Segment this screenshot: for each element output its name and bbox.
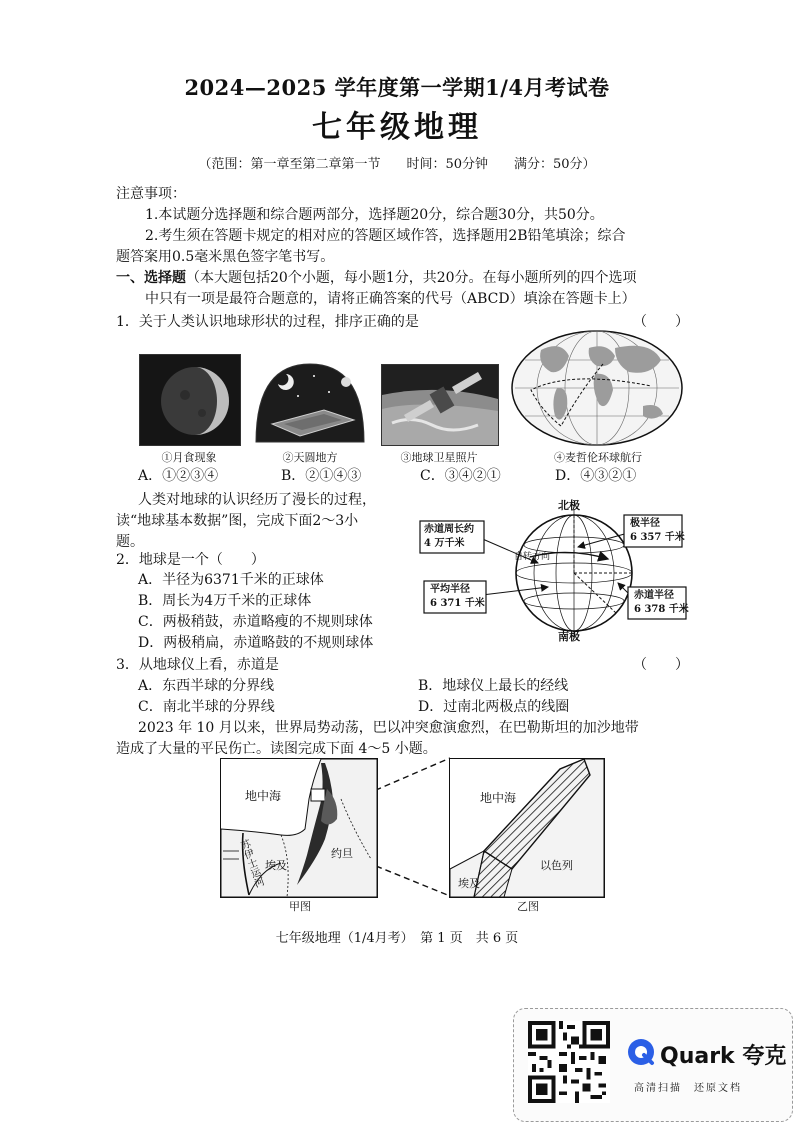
qr-code-graphic [528, 1021, 610, 1103]
q1-caption-4: ④麦哲伦环球航行 [554, 451, 642, 464]
q3-option-c: C．南北半球的分界线 [138, 699, 275, 715]
section-desc-1: （本大题包括20个小题，每小题1分，共20分。在每小题所列的四个选项 [186, 270, 637, 286]
map-a-egypt-label: 埃及 [265, 859, 287, 872]
q2-option-b: B．周长为4万千米的正球体 [138, 593, 312, 609]
q3-option-a: A．东西半球的分界线 [138, 678, 275, 694]
page-footer: 七年级地理（1/4月考） 第 1 页 共 6 页 [275, 931, 519, 946]
q1-option-b: B．②①④③ [281, 468, 362, 484]
q1-option-a: A．①②③④ [138, 468, 219, 484]
q2-option-c: C．两极稍鼓，赤道略瘦的不规则球体 [138, 614, 373, 630]
globe-equatorial-radius-line1: 赤道半径 [634, 590, 674, 601]
globe-equatorial-radius-line2: 6 378 千米 [634, 604, 689, 615]
map-b-egypt-label: 埃及 [458, 877, 480, 890]
exam-meta: （范围：第一章至第二章第一节 时间：50分钟 满分：50分） [198, 157, 596, 172]
globe-mean-radius-line2: 6 371 千米 [430, 598, 485, 609]
q1-option-d: D．④③②① [555, 468, 637, 484]
map-b-caption: 乙图 [517, 900, 539, 913]
q3-option-d: D．过南北两极点的线圈 [418, 699, 570, 715]
map-a-caption: 甲图 [289, 900, 311, 913]
intro2-line-1: 人类对地球的认识经历了漫长的过程， [138, 492, 376, 508]
q1-caption-3: ③地球卫星照片 [400, 451, 478, 464]
notes-item-2: 2.考生须在答题卡规定的相对应的答题区域作答，选择题用2B铅笔填涂；综合 [145, 228, 626, 244]
map-b-israel-label: 以色列 [540, 859, 573, 872]
subject-title: 七年级地理 [312, 110, 482, 145]
quark-scan-card[interactable] [513, 1008, 793, 1122]
intro2-line-2: 读“地球基本数据”图，完成下面2～3小 [116, 513, 359, 529]
q1-caption-1: ①月食现象 [161, 451, 217, 464]
qr-code-icon[interactable] [528, 1021, 610, 1103]
globe-north-pole: 北极 [558, 499, 580, 512]
exam-title: 2024—2025 学年度第一学期1/4月考试卷 [184, 75, 610, 100]
map-a-graphic [221, 759, 377, 897]
globe-mean-radius-line1: 平均半径 [430, 584, 470, 595]
q1-option-c: C．③④②① [420, 468, 501, 484]
q1-stem: 1．关于人类认识地球形状的过程，排序正确的是 [116, 314, 419, 330]
q2-option-d: D．两极稍扁，赤道略鼓的不规则球体 [138, 635, 374, 651]
globe-equator-length-line2: 4 万千米 [424, 538, 465, 549]
notes-heading: 注意事项： [116, 186, 186, 202]
map-a-mediterranean-label: 地中海 [245, 789, 282, 803]
globe-south-pole: 南极 [558, 630, 580, 643]
globe-equator-length-line1: 赤道周长约 [424, 524, 474, 535]
map-a-jordan-label: 约旦 [331, 847, 353, 860]
map-a-frame [220, 758, 378, 898]
notes-item-3: 题答案用0.5毫米黑色签字笔书写。 [116, 249, 335, 265]
intro4-line-2: 造成了大量的平民伤亡。读图完成下面 4～5 小题。 [116, 741, 437, 757]
quark-logo-icon [626, 1037, 656, 1067]
q1-caption-2: ②天圆地方 [282, 451, 338, 464]
section-desc-2: 中只有一项是最符合题意的，请将正确答案的代号（ABCD）填涂在答题卡上） [145, 291, 636, 307]
globe-polar-radius-line2: 6 357 千米 [630, 532, 685, 543]
quark-brand-name: Quark 夸克 [660, 1044, 787, 1069]
intro4-line-1: 2023 年 10 月以来，世界局势动荡，巴以冲突愈演愈烈，在巴勒斯坦的加沙地带 [138, 720, 639, 736]
q2-stem: 2．地球是一个（ ） [116, 552, 265, 568]
q3-stem: 3．从地球仪上看，赤道是 [116, 657, 279, 673]
section-title: 一、选择题 [116, 270, 186, 286]
quark-logo-graphic [626, 1037, 656, 1067]
intro2-line-3: 题。 [116, 534, 144, 550]
q3-option-b: B．地球仪上最长的经线 [418, 678, 569, 694]
q2-option-a: A．半径为6371千米的正球体 [138, 572, 324, 588]
map-b-frame [449, 758, 605, 898]
q3-answer-paren: （ ） [633, 657, 689, 673]
notes-item-1: 1.本试题分选择题和综合题两部分，选择题20分，综合题30分，共50分。 [145, 207, 604, 223]
globe-polar-radius-line1: 极半径 [630, 518, 660, 529]
q1-answer-paren: （ ） [633, 314, 689, 330]
map-a-suez-canal-label: 苏伊士运河 [236, 838, 265, 890]
globe-rotation-direction: 自转方向 [514, 552, 551, 562]
map-b-mediterranean-label: 地中海 [480, 791, 517, 805]
quark-slogan: 高清扫描 还原文档 [634, 1083, 742, 1094]
